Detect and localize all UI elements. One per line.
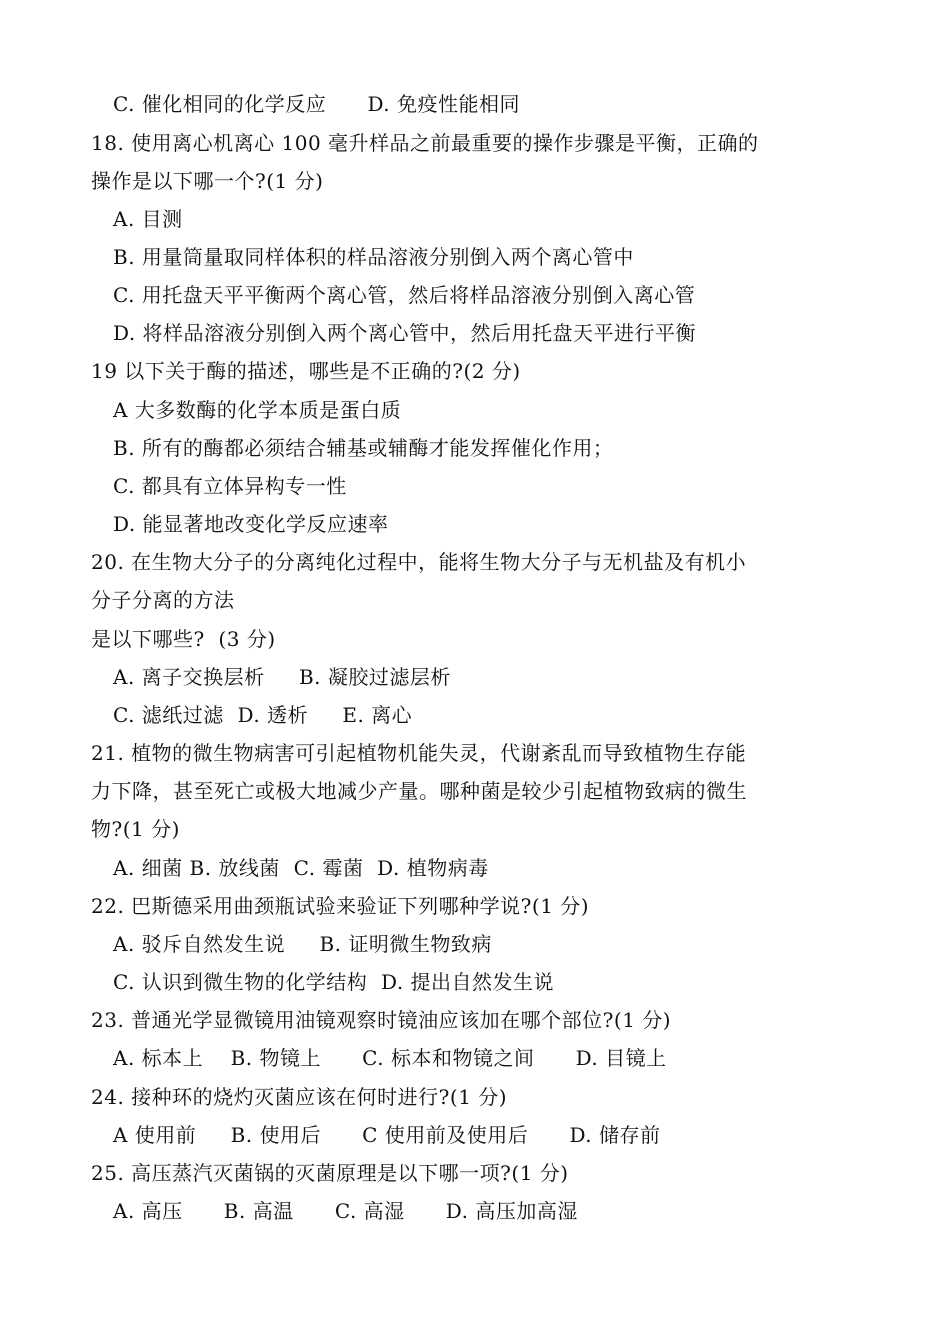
question-20-stem: 20. 在生物大分子的分离纯化过程中，能将生物大分子与无机盐及有机小 [91,550,747,574]
question-23-stem: 23. 普通光学显微镜用油镜观察时镜油应该加在哪个部位?(1 分) [91,1008,672,1032]
question-19-stem: 19 以下关于酶的描述，哪些是不正确的?(2 分) [91,359,521,383]
question-25-stem: 25. 高压蒸汽灭菌锅的灭菌原理是以下哪一项?(1 分) [91,1161,569,1185]
question-21-options: A. 细菌 B. 放线菌 C. 霉菌 D. 植物病毒 [113,856,489,880]
question-20-stem-cont: 分子分离的方法 [91,588,235,612]
question-21-stem: 21. 植物的微生物病害可引起植物机能失灵，代谢紊乱而导致植物生存能 [91,741,747,765]
question-18-stem-cont: 操作是以下哪一个?(1 分) [91,169,324,193]
question-24-stem: 24. 接种环的烧灼灭菌应该在何时进行?(1 分) [91,1085,508,1109]
question-19-option-a: A 大多数酶的化学本质是蛋白质 [113,398,402,422]
question-18-option-b: B. 用量筒量取同样体积的样品溶液分别倒入两个离心管中 [113,245,634,269]
question-25-options: A. 高压 B. 高温 C. 高湿 D. 高压加高湿 [113,1199,578,1223]
question-23-options: A. 标本上 B. 物镜上 C. 标本和物镜之间 D. 目镜上 [113,1046,667,1070]
question-22-options-ab: A. 驳斥自然发生说 B. 证明微生物致病 [113,932,492,956]
question-18-stem: 18. 使用离心机离心 100 毫升样品之前最重要的操作步骤是平衡，正确的 [91,131,759,155]
question-19-option-b: B. 所有的酶都必须结合辅基或辅酶才能发挥催化作用； [113,436,614,460]
question-22-options-cd: C. 认识到微生物的化学结构 D. 提出自然发生说 [113,970,555,994]
question-20-stem-cont-2: 是以下哪些? (3 分) [91,627,276,651]
question-18-option-a: A. 目测 [113,207,183,231]
question-21-stem-cont: 力下降，甚至死亡或极大地减少产量。哪种菌是较少引起植物致病的微生 [91,779,747,803]
question-21-stem-cont-2: 物?(1 分) [91,817,180,841]
question-19-option-c: C. 都具有立体异构专一性 [113,474,347,498]
question-18-option-d: D. 将样品溶液分别倒入两个离心管中，然后用托盘天平进行平衡 [113,321,697,345]
question-20-options-cde: C. 滤纸过滤 D. 透析 E. 离心 [113,703,413,727]
question-17-options-cd: C. 催化相同的化学反应 D. 免疫性能相同 [113,92,520,116]
question-24-options: A 使用前 B. 使用后 C 使用前及使用后 D. 储存前 [113,1123,661,1147]
question-20-options-ab: A. 离子交换层析 B. 凝胶过滤层析 [113,665,451,689]
question-18-option-c: C. 用托盘天平平衡两个离心管，然后将样品溶液分别倒入离心管 [113,283,696,307]
question-22-stem: 22. 巴斯德采用曲颈瓶试验来验证下列哪种学说?(1 分) [91,894,590,918]
question-19-option-d: D. 能显著地改变化学反应速率 [113,512,389,536]
